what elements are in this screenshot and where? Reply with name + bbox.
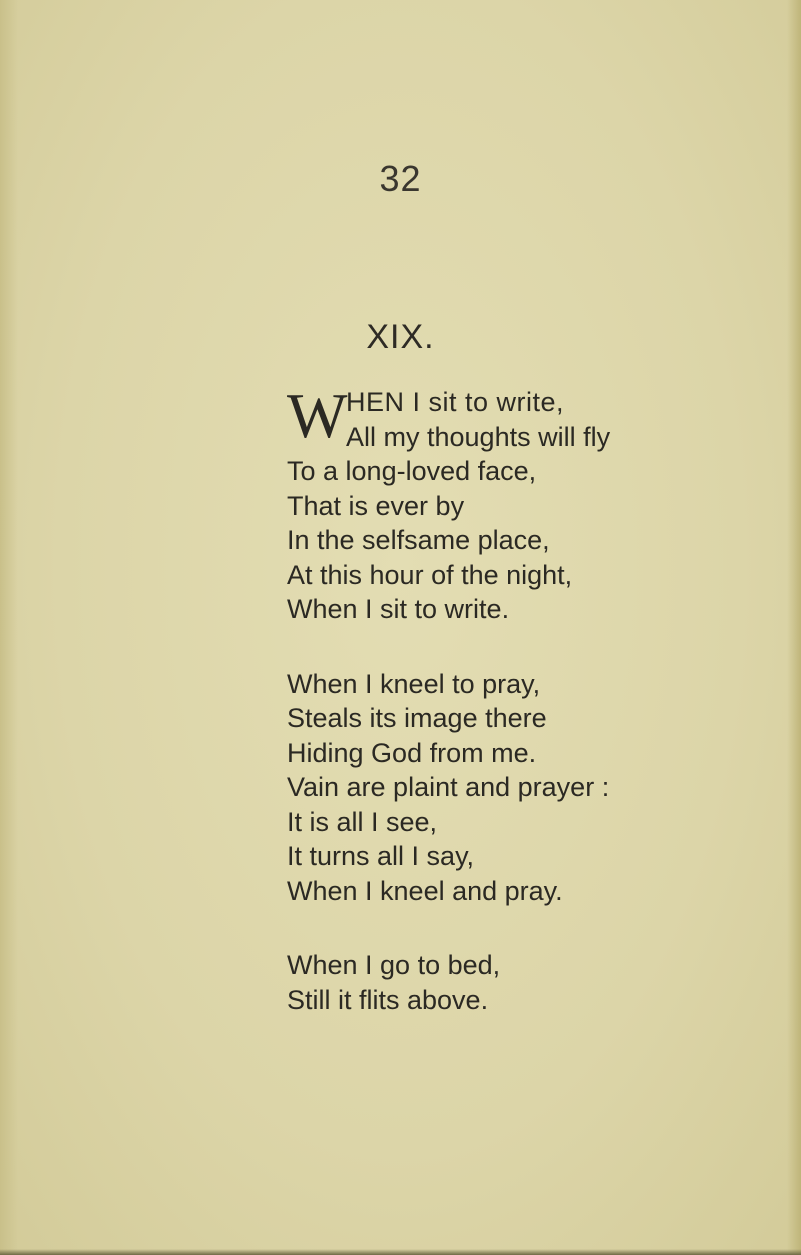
poem-line: Steals its image there bbox=[287, 703, 547, 733]
poem-line: When I go to bed, bbox=[287, 950, 501, 980]
stanza-2 bbox=[287, 667, 757, 909]
poem-line: When I kneel and pray. bbox=[287, 875, 563, 906]
poem-line: To a long-loved face, bbox=[287, 456, 537, 486]
poem bbox=[287, 380, 757, 1017]
stanza-3 bbox=[287, 948, 757, 1017]
poem-line: In the selfsame place, bbox=[287, 525, 550, 555]
poem-line: When I sit to write. bbox=[287, 594, 510, 624]
poem-line: At this hour of the night, bbox=[287, 559, 573, 590]
page-number: 32 bbox=[379, 158, 422, 199]
poem-line: Vain are plaint and prayer : bbox=[287, 772, 610, 802]
poem-line: When I kneel to pray, bbox=[287, 668, 541, 699]
poem-line: All my thoughts will fly bbox=[346, 421, 611, 452]
poem-line: HEN I sit to write, bbox=[346, 387, 565, 417]
drop-cap: W bbox=[287, 380, 348, 451]
poem-line: It turns all I say, bbox=[287, 841, 475, 871]
poem-line: Hiding God from me. bbox=[287, 737, 537, 768]
poem-line: Still it flits above. bbox=[287, 984, 489, 1015]
poem-line: It is all I see, bbox=[287, 806, 438, 837]
stanza-1 bbox=[287, 380, 757, 627]
poem-title: XIX. bbox=[366, 318, 435, 356]
page-edge-bottom bbox=[0, 1249, 801, 1255]
poem-line: That is ever by bbox=[287, 490, 465, 521]
